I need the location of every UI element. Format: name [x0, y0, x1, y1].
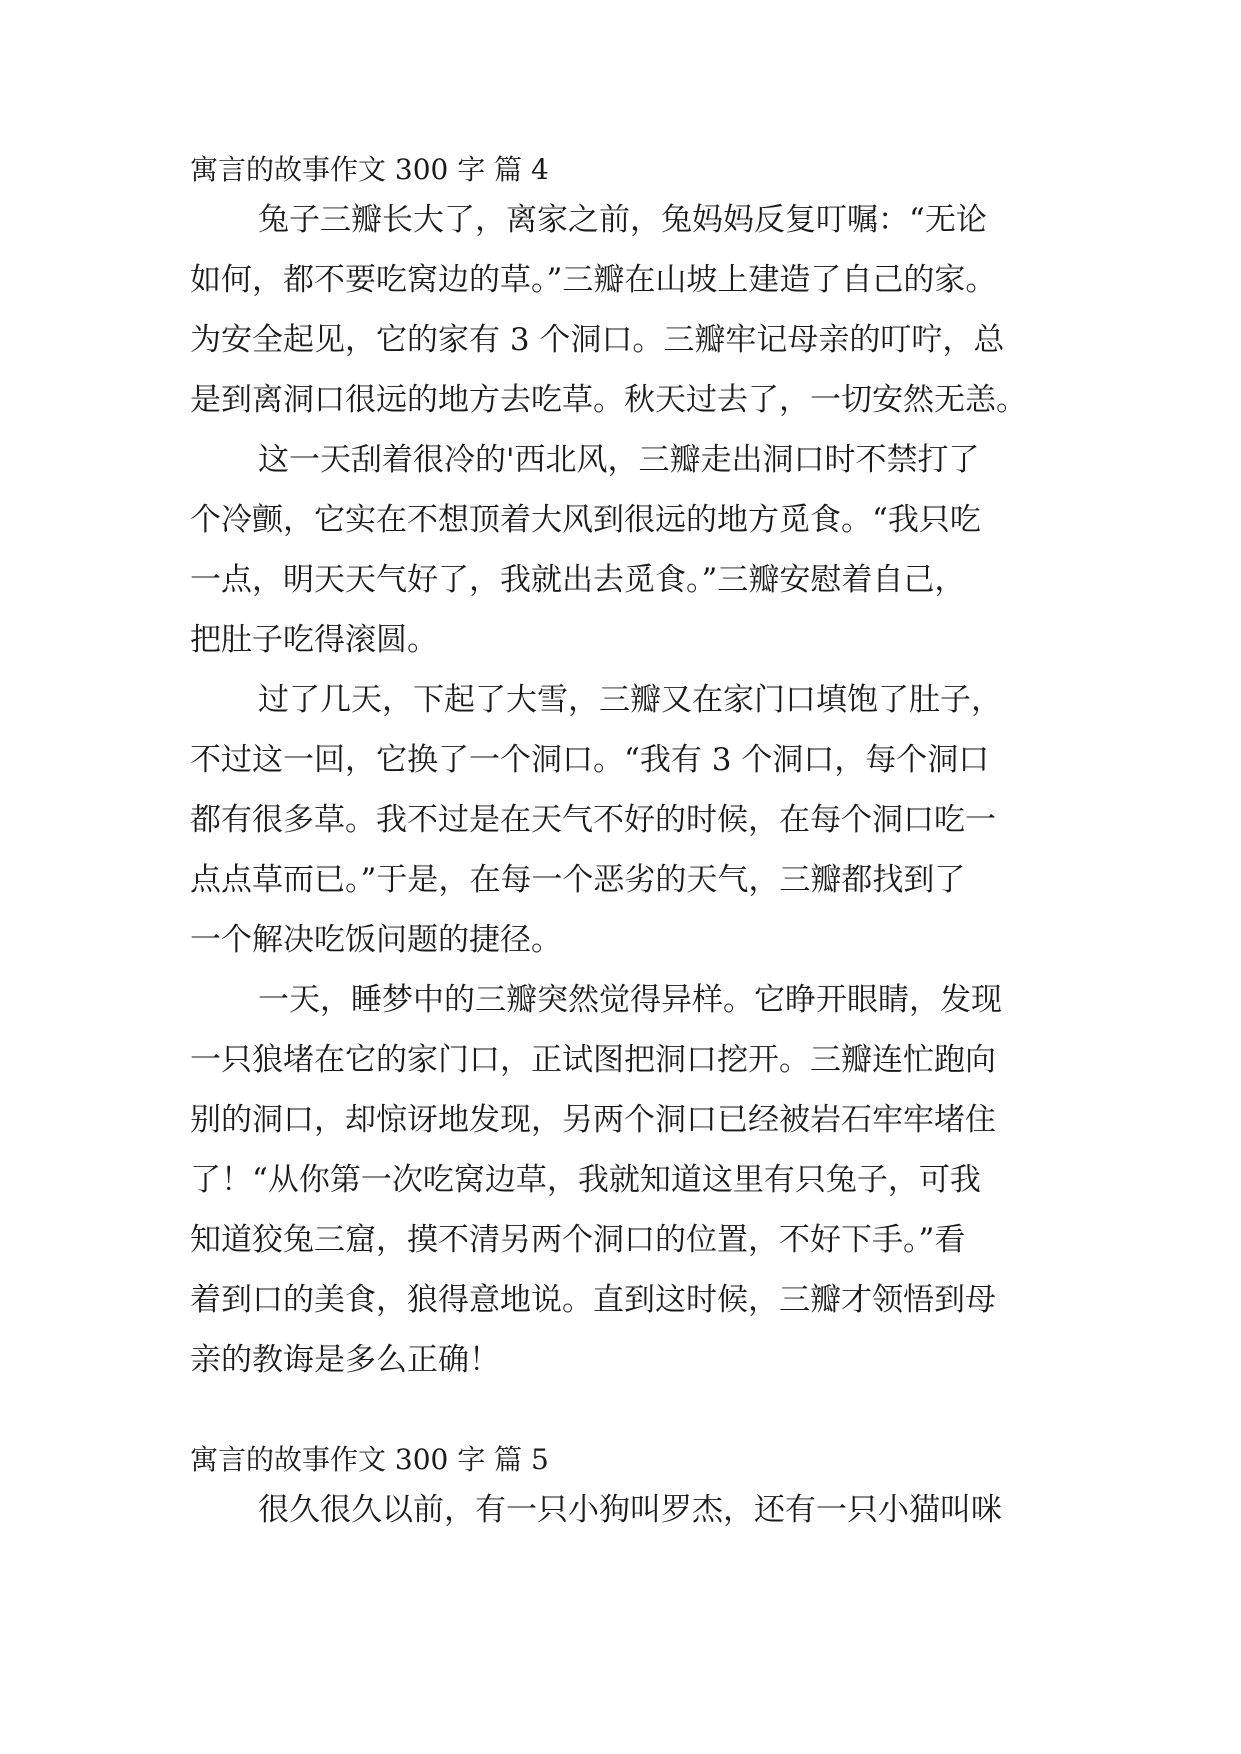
- text-line: 一个解决吃饭问题的捷径。: [190, 922, 562, 958]
- text-line: 很久很久以前，有一只小狗叫罗杰，还有一只小猫叫咪: [258, 1492, 1002, 1528]
- text-line: 这一天刮着很冷的'西北风，三瓣走出洞口时不禁打了: [258, 442, 980, 478]
- text-line: 把肚子吃得滚圆。: [190, 622, 438, 658]
- text-line: 别的洞口，却惊讶地发现，另两个洞口已经被岩石牢牢堵住: [190, 1102, 996, 1138]
- text-line: 不过这一回，它换了一个洞口。“我有 3 个洞口，每个洞口: [190, 742, 990, 778]
- text-line: 亲的教诲是多么正确！: [190, 1342, 500, 1378]
- text-line: 为安全起见，它的家有 3 个洞口。三瓣牢记母亲的叮咛，总: [190, 322, 1005, 358]
- text-line: 一天，睡梦中的三瓣突然觉得异样。它睁开眼睛，发现: [258, 982, 1002, 1018]
- text-line: 一只狼堵在它的家门口，正试图把洞口挖开。三瓣连忙跑向: [190, 1042, 996, 1078]
- text-line: 了！“从你第一次吃窝边草，我就知道这里有只兔子，可我: [190, 1162, 981, 1198]
- section-heading: 寓言的故事作文 300 字 篇 4: [190, 153, 549, 186]
- text-line: 是到离洞口很远的地方去吃草。秋天过去了，一切安然无恙。: [190, 382, 1027, 418]
- text-line: 个冷颤，它实在不想顶着大风到很远的地方觅食。“我只吃: [190, 502, 981, 538]
- text-line: 过了几天，下起了大雪，三瓣又在家门口填饱了肚子，: [258, 682, 1002, 718]
- text-line: 知道狡兔三窟，摸不清另两个洞口的位置，不好下手。”看: [190, 1222, 966, 1258]
- text-line: 一点，明天天气好了，我就出去觅食。”三瓣安慰着自己，: [190, 562, 966, 598]
- text-line: 兔子三瓣长大了，离家之前，兔妈妈反复叮嘱：“无论: [258, 202, 987, 238]
- text-line: 着到口的美食，狼得意地说。直到这时候，三瓣才领悟到母: [190, 1282, 996, 1318]
- text-line: 都有很多草。我不过是在天气不好的时候，在每个洞口吃一: [190, 802, 996, 838]
- section-heading: 寓言的故事作文 300 字 篇 5: [190, 1443, 549, 1476]
- text-line: 如何，都不要吃窝边的草。”三瓣在山坡上建造了自己的家。: [190, 262, 997, 298]
- text-line: 点点草而已。”于是，在每一个恶劣的天气，三瓣都找到了: [190, 862, 966, 898]
